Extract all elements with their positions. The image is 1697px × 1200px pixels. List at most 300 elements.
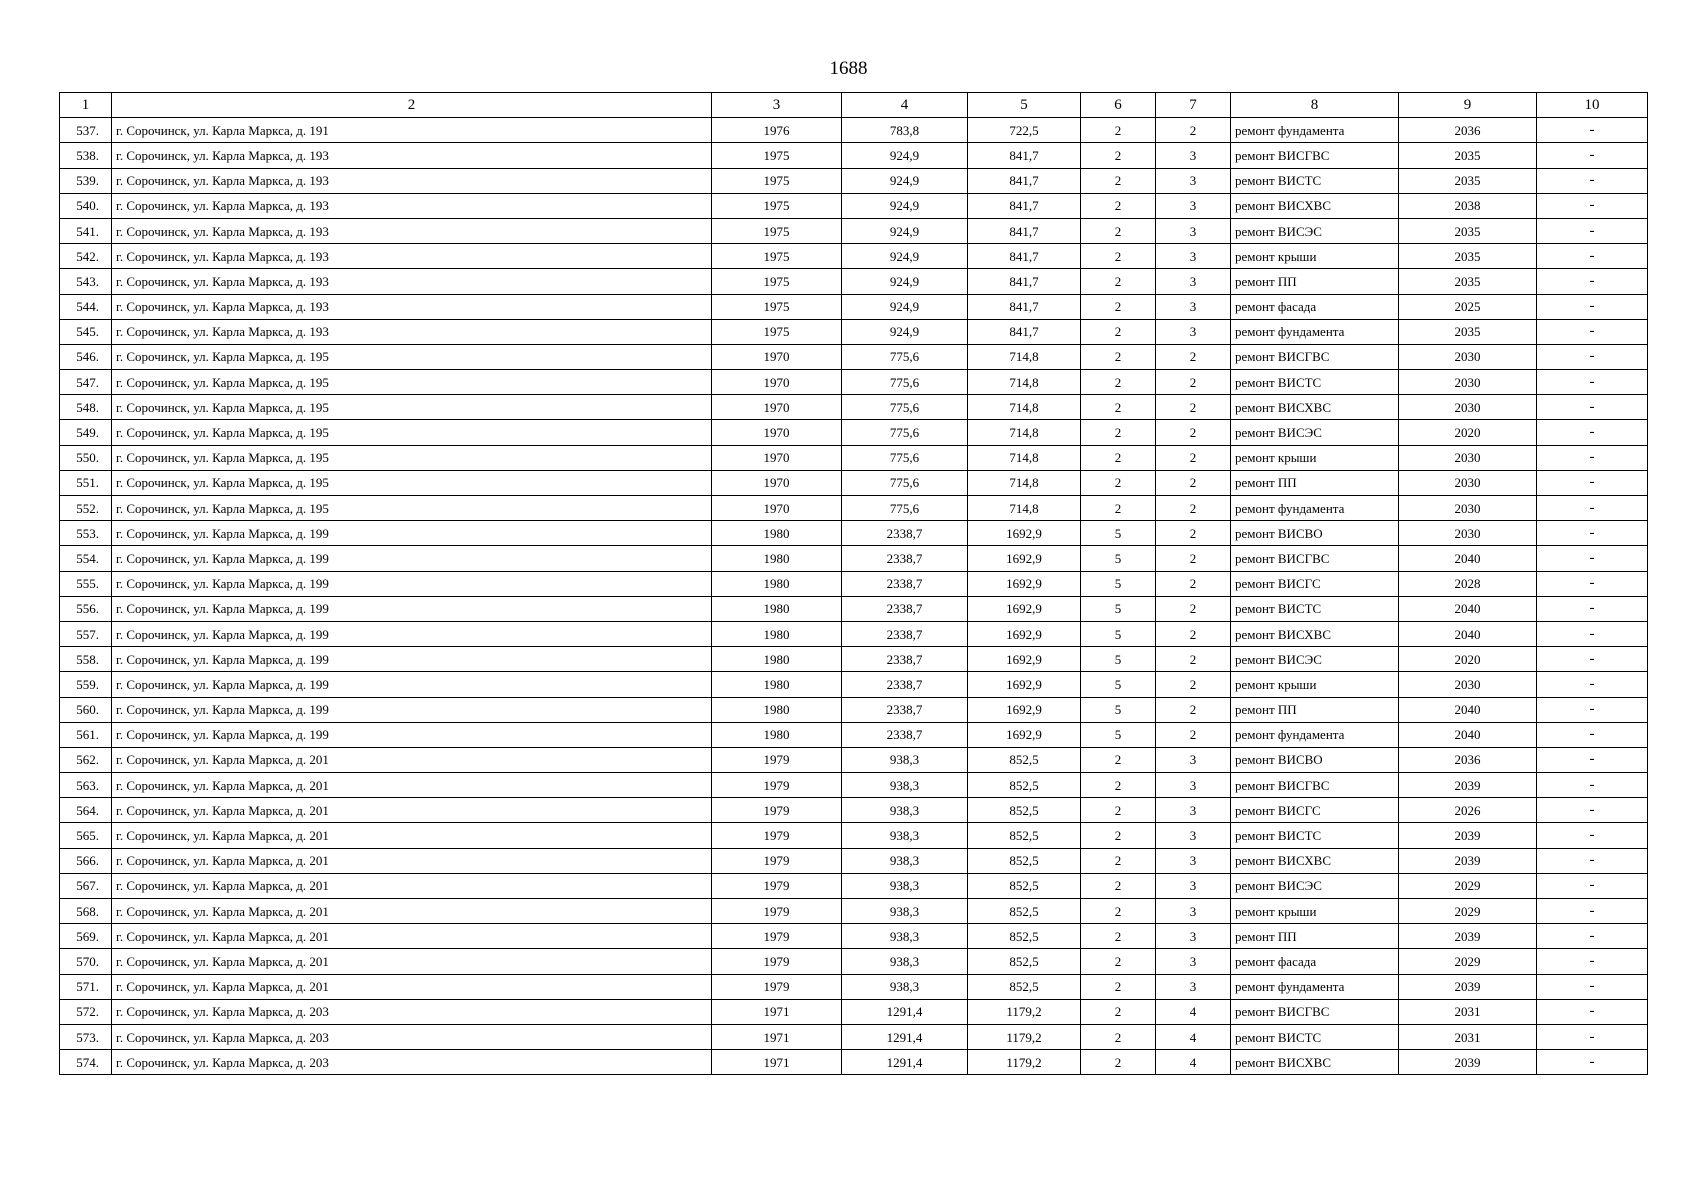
cell-row-number: 540.	[60, 193, 112, 218]
cell-row-number: 570.	[60, 949, 112, 974]
cell-planned-year: 2035	[1399, 269, 1537, 294]
cell-living-area: 1179,2	[968, 1050, 1081, 1075]
cell-entrances: 2	[1156, 420, 1231, 445]
column-header-8: 8	[1231, 93, 1399, 118]
cell-planned-year: 2029	[1399, 949, 1537, 974]
cell-row-number: 569.	[60, 924, 112, 949]
cell-year-built: 1975	[712, 218, 842, 243]
cell-address: г. Сорочинск, ул. Карла Маркса, д. 199	[112, 697, 712, 722]
cell-planned-year: 2029	[1399, 899, 1537, 924]
cell-note: -	[1537, 823, 1648, 848]
cell-total-area: 924,9	[842, 319, 968, 344]
table-row	[60, 596, 1648, 621]
table-row	[60, 118, 1648, 143]
cell-address: г. Сорочинск, ул. Карла Маркса, д. 201	[112, 848, 712, 873]
table-row	[60, 496, 1648, 521]
table-body	[60, 118, 1648, 1075]
cell-address: г. Сорочинск, ул. Карла Маркса, д. 203	[112, 999, 712, 1024]
cell-repair-type: ремонт ПП	[1231, 269, 1399, 294]
cell-entrances: 2	[1156, 395, 1231, 420]
cell-planned-year: 2020	[1399, 420, 1537, 445]
cell-total-area: 924,9	[842, 218, 968, 243]
cell-address: г. Сорочинск, ул. Карла Маркса, д. 203	[112, 1024, 712, 1049]
cell-row-number: 561.	[60, 722, 112, 747]
column-header-1: 1	[60, 93, 112, 118]
cell-total-area: 938,3	[842, 924, 968, 949]
cell-note: -	[1537, 747, 1648, 772]
cell-planned-year: 2035	[1399, 319, 1537, 344]
cell-entrances: 2	[1156, 672, 1231, 697]
cell-repair-type: ремонт ВИСГВС	[1231, 546, 1399, 571]
cell-address: г. Сорочинск, ул. Карла Маркса, д. 195	[112, 420, 712, 445]
cell-year-built: 1971	[712, 1024, 842, 1049]
cell-row-number: 541.	[60, 218, 112, 243]
cell-year-built: 1979	[712, 747, 842, 772]
cell-entrances: 3	[1156, 899, 1231, 924]
cell-row-number: 571.	[60, 974, 112, 999]
cell-planned-year: 2038	[1399, 193, 1537, 218]
cell-address: г. Сорочинск, ул. Карла Маркса, д. 201	[112, 873, 712, 898]
cell-living-area: 714,8	[968, 395, 1081, 420]
cell-living-area: 841,7	[968, 218, 1081, 243]
table-row	[60, 344, 1648, 369]
cell-repair-type: ремонт ВИСТС	[1231, 168, 1399, 193]
cell-living-area: 852,5	[968, 899, 1081, 924]
cell-entrances: 3	[1156, 974, 1231, 999]
cell-entrances: 3	[1156, 319, 1231, 344]
cell-entrances: 4	[1156, 1024, 1231, 1049]
table-row	[60, 949, 1648, 974]
cell-row-number: 559.	[60, 672, 112, 697]
cell-living-area: 1692,9	[968, 596, 1081, 621]
cell-living-area: 1692,9	[968, 697, 1081, 722]
cell-note: -	[1537, 899, 1648, 924]
cell-total-area: 775,6	[842, 395, 968, 420]
cell-total-area: 775,6	[842, 496, 968, 521]
cell-floors: 5	[1081, 672, 1156, 697]
cell-address: г. Сорочинск, ул. Карла Маркса, д. 191	[112, 118, 712, 143]
cell-living-area: 852,5	[968, 798, 1081, 823]
table-row	[60, 193, 1648, 218]
cell-entrances: 4	[1156, 1050, 1231, 1075]
cell-year-built: 1970	[712, 445, 842, 470]
cell-planned-year: 2029	[1399, 873, 1537, 898]
cell-planned-year: 2030	[1399, 470, 1537, 495]
cell-living-area: 1692,9	[968, 621, 1081, 646]
cell-total-area: 775,6	[842, 370, 968, 395]
table-row	[60, 571, 1648, 596]
cell-repair-type: ремонт ПП	[1231, 470, 1399, 495]
table-row	[60, 773, 1648, 798]
cell-address: г. Сорочинск, ул. Карла Маркса, д. 193	[112, 168, 712, 193]
cell-entrances: 2	[1156, 344, 1231, 369]
cell-living-area: 852,5	[968, 848, 1081, 873]
cell-floors: 5	[1081, 722, 1156, 747]
cell-living-area: 722,5	[968, 118, 1081, 143]
cell-living-area: 841,7	[968, 244, 1081, 269]
cell-address: г. Сорочинск, ул. Карла Маркса, д. 201	[112, 974, 712, 999]
table-row	[60, 647, 1648, 672]
cell-address: г. Сорочинск, ул. Карла Маркса, д. 199	[112, 647, 712, 672]
cell-living-area: 1179,2	[968, 1024, 1081, 1049]
cell-floors: 2	[1081, 319, 1156, 344]
cell-note: -	[1537, 697, 1648, 722]
cell-row-number: 545.	[60, 319, 112, 344]
cell-entrances: 3	[1156, 218, 1231, 243]
cell-address: г. Сорочинск, ул. Карла Маркса, д. 195	[112, 370, 712, 395]
cell-year-built: 1980	[712, 672, 842, 697]
cell-total-area: 2338,7	[842, 697, 968, 722]
cell-repair-type: ремонт ВИСТС	[1231, 1024, 1399, 1049]
cell-total-area: 924,9	[842, 269, 968, 294]
table-row	[60, 899, 1648, 924]
cell-entrances: 3	[1156, 269, 1231, 294]
cell-planned-year: 2030	[1399, 344, 1537, 369]
cell-entrances: 3	[1156, 773, 1231, 798]
table-row	[60, 672, 1648, 697]
cell-address: г. Сорочинск, ул. Карла Маркса, д. 201	[112, 773, 712, 798]
cell-row-number: 554.	[60, 546, 112, 571]
table-row	[60, 420, 1648, 445]
cell-total-area: 938,3	[842, 773, 968, 798]
cell-total-area: 775,6	[842, 344, 968, 369]
cell-entrances: 3	[1156, 244, 1231, 269]
cell-row-number: 567.	[60, 873, 112, 898]
cell-year-built: 1970	[712, 420, 842, 445]
cell-floors: 5	[1081, 647, 1156, 672]
cell-address: г. Сорочинск, ул. Карла Маркса, д. 199	[112, 546, 712, 571]
cell-floors: 2	[1081, 1050, 1156, 1075]
cell-living-area: 841,7	[968, 168, 1081, 193]
cell-address: г. Сорочинск, ул. Карла Маркса, д. 193	[112, 218, 712, 243]
cell-note: -	[1537, 672, 1648, 697]
cell-year-built: 1975	[712, 143, 842, 168]
cell-living-area: 841,7	[968, 193, 1081, 218]
cell-entrances: 3	[1156, 143, 1231, 168]
cell-floors: 2	[1081, 420, 1156, 445]
cell-entrances: 2	[1156, 370, 1231, 395]
cell-note: -	[1537, 621, 1648, 646]
cell-year-built: 1980	[712, 647, 842, 672]
cell-total-area: 924,9	[842, 143, 968, 168]
cell-row-number: 558.	[60, 647, 112, 672]
cell-floors: 2	[1081, 244, 1156, 269]
cell-address: г. Сорочинск, ул. Карла Маркса, д. 195	[112, 496, 712, 521]
cell-year-built: 1970	[712, 395, 842, 420]
table-row	[60, 168, 1648, 193]
cell-year-built: 1979	[712, 773, 842, 798]
cell-row-number: 543.	[60, 269, 112, 294]
cell-entrances: 2	[1156, 470, 1231, 495]
cell-note: -	[1537, 1024, 1648, 1049]
cell-planned-year: 2040	[1399, 596, 1537, 621]
cell-year-built: 1980	[712, 571, 842, 596]
cell-entrances: 3	[1156, 168, 1231, 193]
cell-address: г. Сорочинск, ул. Карла Маркса, д. 193	[112, 193, 712, 218]
cell-note: -	[1537, 445, 1648, 470]
cell-repair-type: ремонт крыши	[1231, 672, 1399, 697]
cell-repair-type: ремонт ВИСХВС	[1231, 848, 1399, 873]
cell-planned-year: 2030	[1399, 521, 1537, 546]
cell-note: -	[1537, 848, 1648, 873]
cell-year-built: 1980	[712, 521, 842, 546]
cell-note: -	[1537, 420, 1648, 445]
cell-repair-type: ремонт ВИСЭС	[1231, 420, 1399, 445]
cell-entrances: 3	[1156, 949, 1231, 974]
column-header-9: 9	[1399, 93, 1537, 118]
cell-row-number: 546.	[60, 344, 112, 369]
cell-floors: 2	[1081, 470, 1156, 495]
cell-row-number: 553.	[60, 521, 112, 546]
cell-row-number: 565.	[60, 823, 112, 848]
table-row	[60, 294, 1648, 319]
cell-living-area: 852,5	[968, 873, 1081, 898]
cell-address: г. Сорочинск, ул. Карла Маркса, д. 195	[112, 445, 712, 470]
cell-planned-year: 2035	[1399, 168, 1537, 193]
cell-floors: 2	[1081, 445, 1156, 470]
cell-note: -	[1537, 1050, 1648, 1075]
cell-repair-type: ремонт ПП	[1231, 697, 1399, 722]
cell-floors: 5	[1081, 596, 1156, 621]
housing-repair-table	[59, 92, 1648, 1075]
cell-year-built: 1975	[712, 193, 842, 218]
cell-planned-year: 2039	[1399, 1050, 1537, 1075]
table-row	[60, 370, 1648, 395]
cell-address: г. Сорочинск, ул. Карла Маркса, д. 193	[112, 269, 712, 294]
cell-total-area: 1291,4	[842, 1024, 968, 1049]
cell-repair-type: ремонт фундамента	[1231, 319, 1399, 344]
cell-note: -	[1537, 168, 1648, 193]
cell-planned-year: 2039	[1399, 974, 1537, 999]
cell-entrances: 3	[1156, 873, 1231, 898]
cell-year-built: 1980	[712, 722, 842, 747]
cell-address: г. Сорочинск, ул. Карла Маркса, д. 199	[112, 521, 712, 546]
cell-address: г. Сорочинск, ул. Карла Маркса, д. 193	[112, 294, 712, 319]
cell-repair-type: ремонт ВИСХВС	[1231, 395, 1399, 420]
table-row	[60, 924, 1648, 949]
cell-note: -	[1537, 798, 1648, 823]
cell-row-number: 560.	[60, 697, 112, 722]
cell-planned-year: 2031	[1399, 1024, 1537, 1049]
cell-repair-type: ремонт крыши	[1231, 244, 1399, 269]
cell-total-area: 924,9	[842, 244, 968, 269]
column-header-3: 3	[712, 93, 842, 118]
cell-address: г. Сорочинск, ул. Карла Маркса, д. 199	[112, 571, 712, 596]
cell-year-built: 1979	[712, 873, 842, 898]
cell-floors: 2	[1081, 193, 1156, 218]
table-row	[60, 697, 1648, 722]
cell-note: -	[1537, 999, 1648, 1024]
cell-repair-type: ремонт ВИСГВС	[1231, 999, 1399, 1024]
cell-year-built: 1980	[712, 546, 842, 571]
cell-total-area: 938,3	[842, 747, 968, 772]
cell-living-area: 1692,9	[968, 722, 1081, 747]
cell-total-area: 783,8	[842, 118, 968, 143]
cell-address: г. Сорочинск, ул. Карла Маркса, д. 195	[112, 395, 712, 420]
cell-address: г. Сорочинск, ул. Карла Маркса, д. 199	[112, 596, 712, 621]
cell-row-number: 552.	[60, 496, 112, 521]
cell-year-built: 1970	[712, 470, 842, 495]
cell-entrances: 4	[1156, 999, 1231, 1024]
cell-living-area: 841,7	[968, 143, 1081, 168]
cell-row-number: 574.	[60, 1050, 112, 1075]
cell-year-built: 1975	[712, 319, 842, 344]
cell-note: -	[1537, 773, 1648, 798]
cell-note: -	[1537, 370, 1648, 395]
cell-total-area: 775,6	[842, 445, 968, 470]
cell-living-area: 1692,9	[968, 647, 1081, 672]
cell-repair-type: ремонт ВИСГВС	[1231, 773, 1399, 798]
cell-floors: 5	[1081, 521, 1156, 546]
cell-repair-type: ремонт ВИСГВС	[1231, 143, 1399, 168]
cell-address: г. Сорочинск, ул. Карла Маркса, д. 199	[112, 621, 712, 646]
cell-entrances: 3	[1156, 747, 1231, 772]
cell-note: -	[1537, 319, 1648, 344]
cell-address: г. Сорочинск, ул. Карла Маркса, д. 193	[112, 143, 712, 168]
table-row	[60, 445, 1648, 470]
cell-note: -	[1537, 294, 1648, 319]
cell-floors: 2	[1081, 294, 1156, 319]
cell-row-number: 557.	[60, 621, 112, 646]
cell-entrances: 2	[1156, 722, 1231, 747]
cell-living-area: 714,8	[968, 420, 1081, 445]
cell-living-area: 1179,2	[968, 999, 1081, 1024]
cell-floors: 2	[1081, 218, 1156, 243]
cell-total-area: 938,3	[842, 949, 968, 974]
cell-floors: 2	[1081, 899, 1156, 924]
cell-address: г. Сорочинск, ул. Карла Маркса, д. 201	[112, 798, 712, 823]
cell-planned-year: 2025	[1399, 294, 1537, 319]
cell-total-area: 2338,7	[842, 621, 968, 646]
cell-year-built: 1979	[712, 949, 842, 974]
table-row	[60, 218, 1648, 243]
table-row	[60, 1050, 1648, 1075]
cell-year-built: 1980	[712, 621, 842, 646]
cell-note: -	[1537, 722, 1648, 747]
cell-row-number: 538.	[60, 143, 112, 168]
cell-entrances: 3	[1156, 798, 1231, 823]
column-header-4: 4	[842, 93, 968, 118]
cell-repair-type: ремонт фундамента	[1231, 974, 1399, 999]
cell-year-built: 1979	[712, 924, 842, 949]
cell-note: -	[1537, 949, 1648, 974]
table-row	[60, 395, 1648, 420]
cell-year-built: 1980	[712, 596, 842, 621]
cell-planned-year: 2036	[1399, 747, 1537, 772]
cell-row-number: 564.	[60, 798, 112, 823]
cell-total-area: 938,3	[842, 798, 968, 823]
cell-year-built: 1976	[712, 118, 842, 143]
cell-note: -	[1537, 924, 1648, 949]
cell-total-area: 938,3	[842, 899, 968, 924]
cell-address: г. Сорочинск, ул. Карла Маркса, д. 195	[112, 344, 712, 369]
cell-repair-type: ремонт ПП	[1231, 924, 1399, 949]
cell-floors: 2	[1081, 974, 1156, 999]
cell-entrances: 3	[1156, 848, 1231, 873]
cell-row-number: 549.	[60, 420, 112, 445]
cell-living-area: 852,5	[968, 949, 1081, 974]
cell-total-area: 938,3	[842, 974, 968, 999]
cell-note: -	[1537, 496, 1648, 521]
cell-note: -	[1537, 470, 1648, 495]
cell-repair-type: ремонт крыши	[1231, 899, 1399, 924]
cell-year-built: 1979	[712, 823, 842, 848]
cell-note: -	[1537, 521, 1648, 546]
cell-row-number: 573.	[60, 1024, 112, 1049]
cell-total-area: 2338,7	[842, 571, 968, 596]
cell-floors: 5	[1081, 571, 1156, 596]
cell-living-area: 852,5	[968, 747, 1081, 772]
cell-year-built: 1970	[712, 344, 842, 369]
cell-address: г. Сорочинск, ул. Карла Маркса, д. 201	[112, 747, 712, 772]
cell-row-number: 539.	[60, 168, 112, 193]
table-row	[60, 747, 1648, 772]
cell-living-area: 841,7	[968, 319, 1081, 344]
cell-note: -	[1537, 546, 1648, 571]
cell-note: -	[1537, 218, 1648, 243]
cell-repair-type: ремонт фундамента	[1231, 118, 1399, 143]
cell-living-area: 852,5	[968, 974, 1081, 999]
column-header-10: 10	[1537, 93, 1648, 118]
cell-repair-type: ремонт ВИСТС	[1231, 370, 1399, 395]
cell-floors: 2	[1081, 924, 1156, 949]
cell-address: г. Сорочинск, ул. Карла Маркса, д. 193	[112, 319, 712, 344]
cell-planned-year: 2040	[1399, 546, 1537, 571]
cell-note: -	[1537, 244, 1648, 269]
cell-note: -	[1537, 571, 1648, 596]
cell-note: -	[1537, 395, 1648, 420]
cell-planned-year: 2026	[1399, 798, 1537, 823]
column-header-2: 2	[112, 93, 712, 118]
cell-floors: 2	[1081, 269, 1156, 294]
cell-entrances: 3	[1156, 193, 1231, 218]
cell-planned-year: 2039	[1399, 773, 1537, 798]
cell-row-number: 544.	[60, 294, 112, 319]
cell-row-number: 542.	[60, 244, 112, 269]
cell-living-area: 1692,9	[968, 571, 1081, 596]
cell-repair-type: ремонт ВИСТС	[1231, 823, 1399, 848]
cell-floors: 5	[1081, 697, 1156, 722]
cell-address: г. Сорочинск, ул. Карла Маркса, д. 201	[112, 823, 712, 848]
cell-row-number: 572.	[60, 999, 112, 1024]
cell-entrances: 2	[1156, 445, 1231, 470]
table-row	[60, 848, 1648, 873]
cell-planned-year: 2035	[1399, 143, 1537, 168]
cell-floors: 2	[1081, 143, 1156, 168]
cell-note: -	[1537, 873, 1648, 898]
cell-entrances: 3	[1156, 924, 1231, 949]
cell-entrances: 3	[1156, 823, 1231, 848]
page-number: 1688	[829, 58, 868, 79]
cell-planned-year: 2039	[1399, 924, 1537, 949]
cell-living-area: 1692,9	[968, 546, 1081, 571]
cell-repair-type: ремонт крыши	[1231, 445, 1399, 470]
cell-row-number: 568.	[60, 899, 112, 924]
cell-repair-type: ремонт ВИСЭС	[1231, 647, 1399, 672]
cell-address: г. Сорочинск, ул. Карла Маркса, д. 201	[112, 949, 712, 974]
cell-living-area: 852,5	[968, 773, 1081, 798]
cell-repair-type: ремонт ВИСХВС	[1231, 193, 1399, 218]
cell-total-area: 1291,4	[842, 1050, 968, 1075]
table-row	[60, 319, 1648, 344]
cell-living-area: 714,8	[968, 370, 1081, 395]
cell-living-area: 841,7	[968, 294, 1081, 319]
cell-repair-type: ремонт фундамента	[1231, 496, 1399, 521]
cell-floors: 2	[1081, 168, 1156, 193]
cell-repair-type: ремонт фасада	[1231, 949, 1399, 974]
table-row	[60, 546, 1648, 571]
cell-year-built: 1980	[712, 697, 842, 722]
